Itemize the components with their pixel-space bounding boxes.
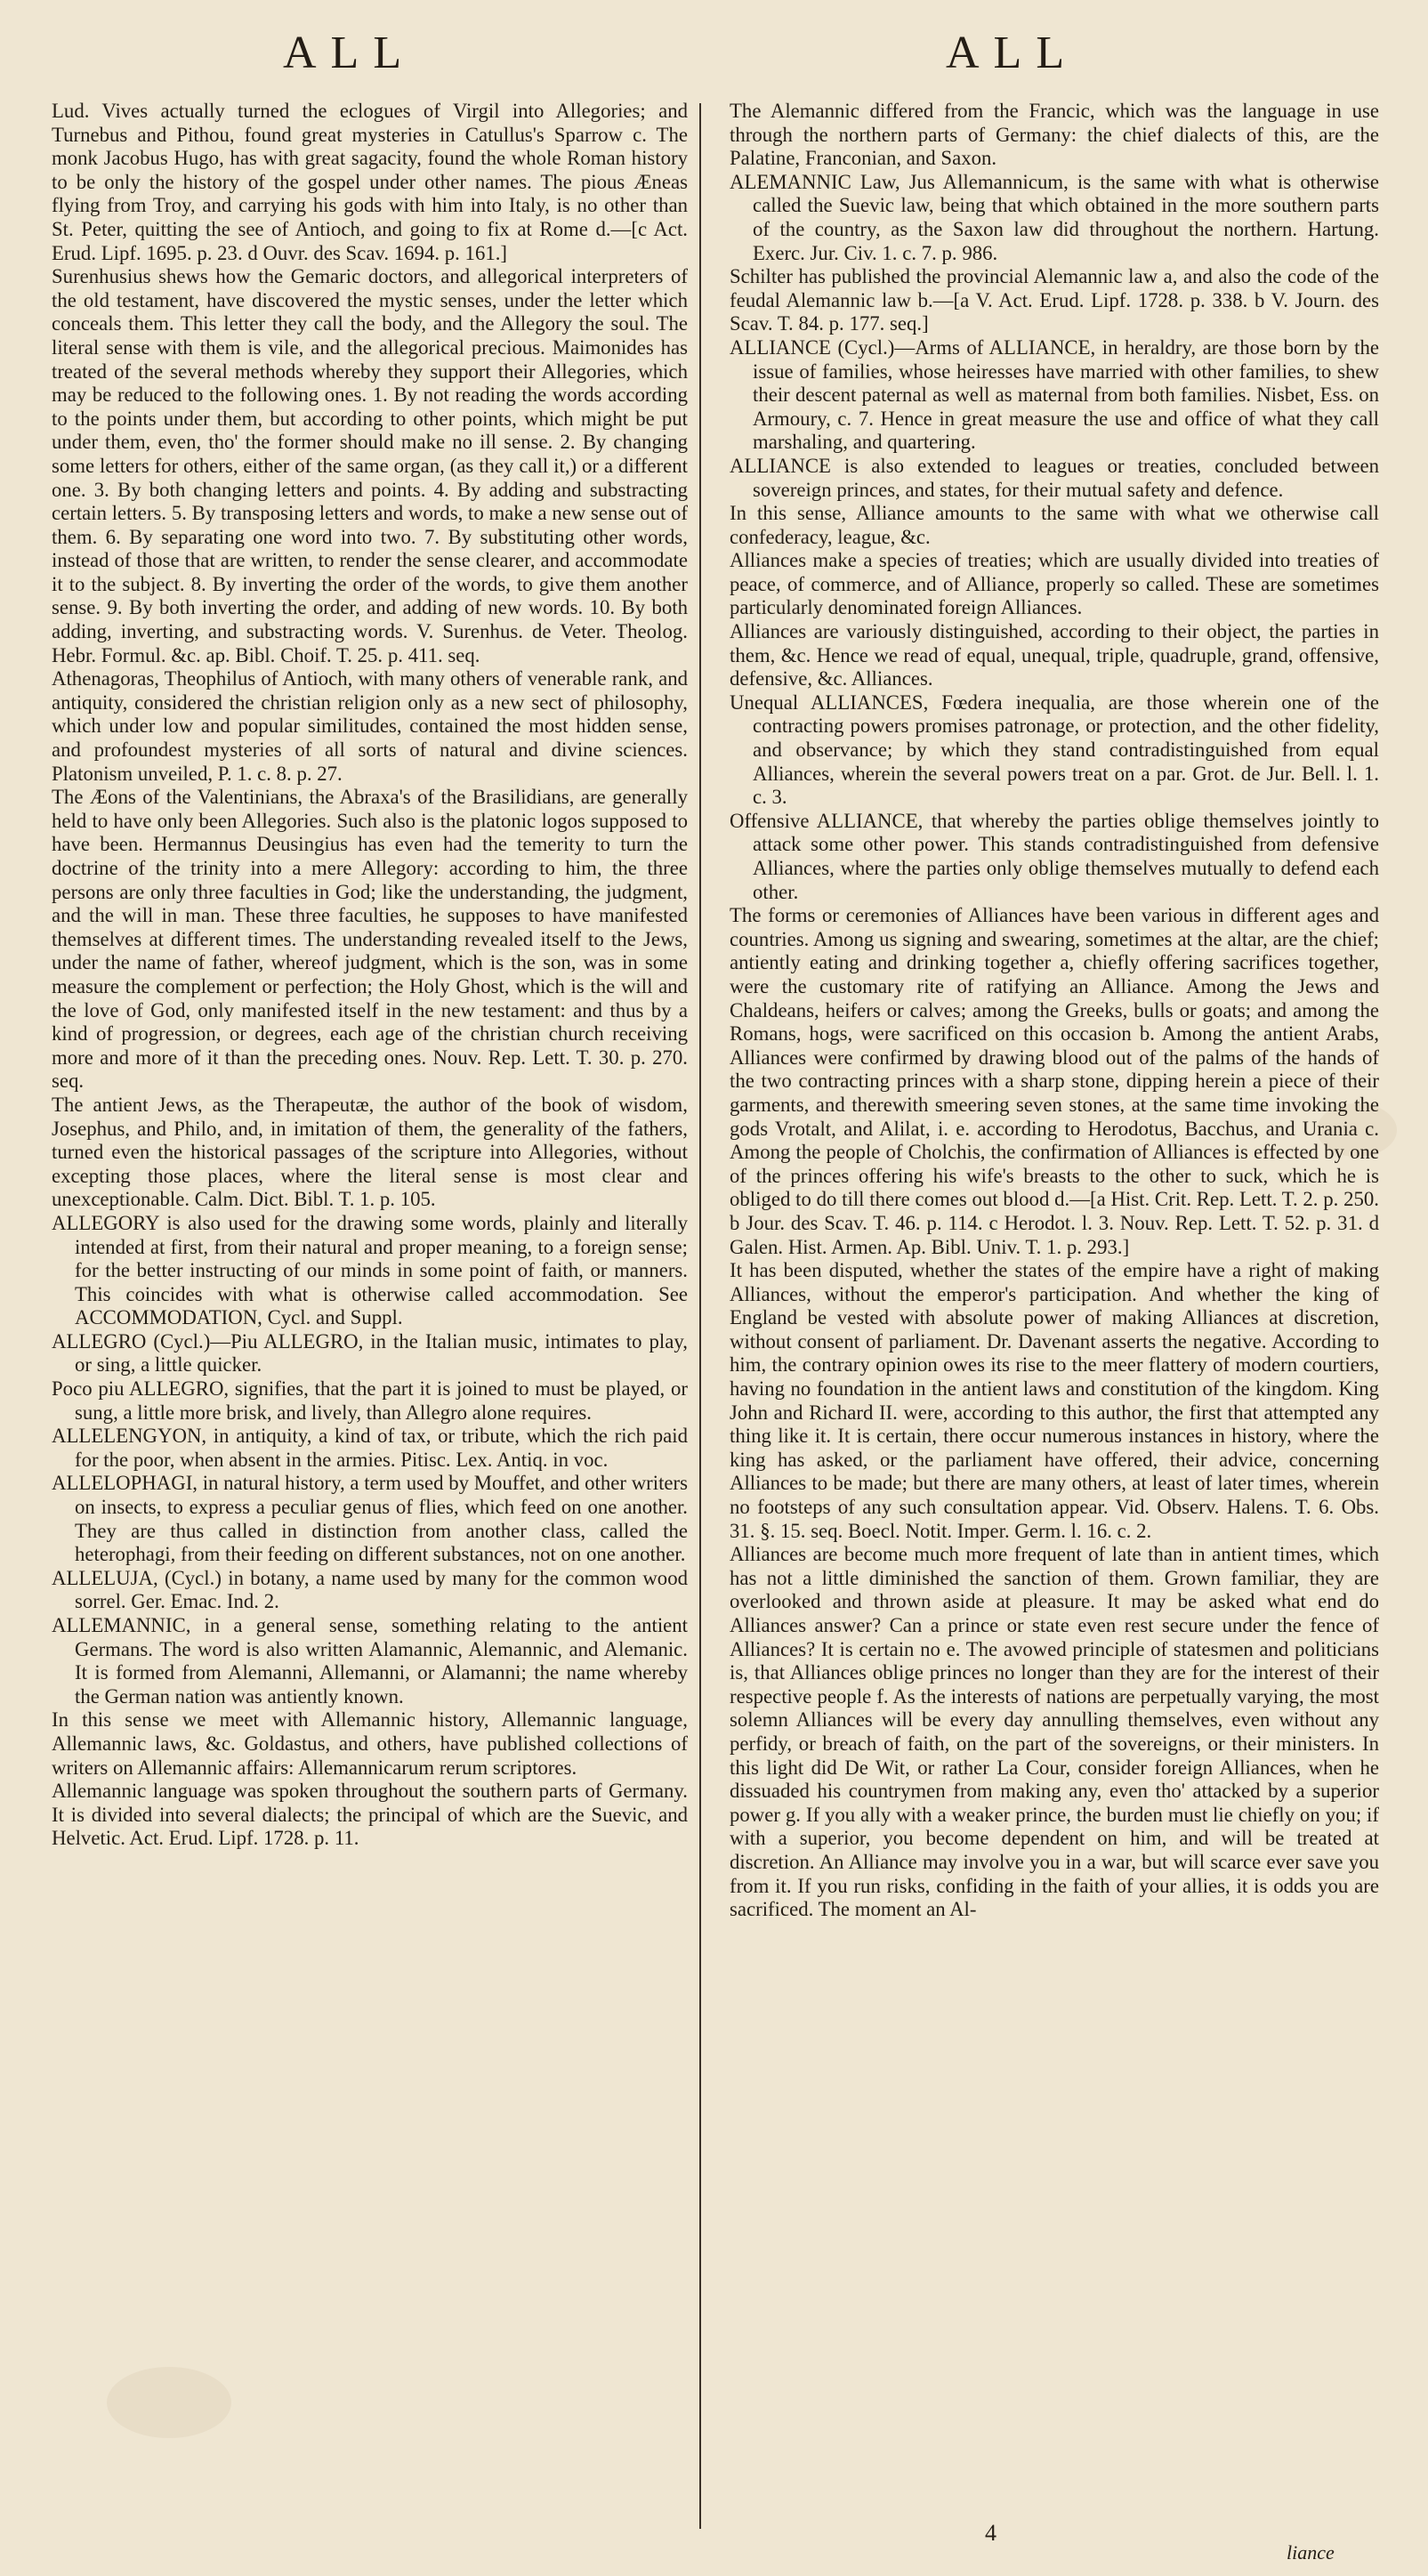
entry-paragraph: Poco piu ALLEGRO, signifies, that the part it is joined to must be played, or sung, a little more brisk, and lively, than Allegro alone requires. (52, 1377, 688, 1424)
paragraph: It has been disputed, whether the states of the empire have a right of making Alliances, without the emperor's participation. And whether the king of England be vested with absolute power of making Alliances at discretion, without consent of parliament. Dr. Davenant asserts the negative. According to him, the contrary opinion owes its rise to the meer flattery of modern courtiers, having no foundation in the antient laws and constitution of the kingdom. King John and Richard II. were, according to this author, the first that attempted any thing like it. It is certain, there occur numerous instances in history, where the king has asked, or the parliament have offered, their advice, concerning Alliances to be made; but there are many others, at least of later times, wherein no footsteps of any such consultation appear. Vid. Observ. Halens. T. 6. Obs. 31. §. 15. seq. Boecl. Notit. Imper. Germ. l. 16. c. 2. (730, 1259, 1379, 1542)
paragraph: In this sense we meet with Allemannic history, Allemannic language, Allemannic laws, &c. Goldastus, and others, have published collections of writers on Allemannic affairs: Allemannicarum rerum scriptores. (52, 1708, 688, 1779)
paragraph: In this sense, Alliance amounts to the same with what we otherwise call confederacy, league, &c. (730, 502, 1379, 548)
entry-paragraph: ALEMANNIC Law, Jus Allemannicum, is the same with what is otherwise called the Suevic law, being that which obtained in the more southern parts of the country, as the Saxon law did throughout the northern. Hartung. Exerc. Jur. Civ. 1. c. 7. p. 986. (730, 170, 1379, 264)
right-column (730, 100, 1379, 1922)
left-column (52, 100, 688, 1851)
entry-paragraph: Offensive ALLIANCE, that whereby the parties oblige themselves jointly to attack some other power. This stands contradistinguished from defensive Alliances, where the parties only oblige themselves mutually to defend each other. (730, 809, 1379, 903)
entry-paragraph: ALLELENGYON, in antiquity, a kind of tax, or tribute, which the rich paid for the poor, when absent in the armies. Pitisc. Lex. Antiq. in voc. (52, 1425, 688, 1471)
entry-paragraph: ALLEMANNIC, in a general sense, something relating to the antient Germans. The word is also written Alamannic, Alemannic, and Alemanic. It is formed from Alemanni, Allemanni, or Alamanni; the name whereby the German nation was antiently known. (52, 1614, 688, 1708)
entry-paragraph: ALLIANCE (Cycl.)—Arms of ALLIANCE, in heraldry, are those born by the issue of families, whose heiresses have married with other families, to shew their descent paternal as well as maternal from both families. Nisbet, Ess. on Armoury, c. 7. Hence in great measure the use and office of what they call marshaling, and quartering. (730, 335, 1379, 454)
paragraph: The antient Jews, as the Therapeutæ, the author of the book of wisdom, Josephus, and Philo, and, in imitation of them, the generality of the fathers, turned even the historical passages of the scripture into Allegories, without excepting those places, where the literal sense is most clear and unexceptionable. Calm. Dict. Bibl. T. 1. p. 105. (52, 1093, 688, 1211)
paragraph: The Æons of the Valentinians, the Abraxa's of the Brasilidians, are generally held to have only been Allegories. Such also is the platonic logos supposed to have been. Hermannus Deusingius has even had the temerity to turn the doctrine of the trinity into a mere Allegory: according to him, the three persons are only three faculties in God; like the understanding, the judgment, and the will in man. These three faculties, he supposes to have manifested themselves at different times. The understanding revealed itself to the Jews, under the name of father, whereof judgment, which is the son, was in some measure the complement or perfection; the Holy Ghost, which is the will and the love of God, only manifested itself in the new testament: and thus by a kind of progression, or degrees, each age of the christian church receiving more and more of it than the preceding ones. Nouv. Rep. Lett. T. 30. p. 270. seq. (52, 786, 688, 1093)
paragraph: Athenagoras, Theophilus of Antioch, with many others of venerable rank, and antiquity, considered the christian religion only as a new sect of philosophy, which under low and popular similitudes, contained the most hidden sense, and profoundest mysteries of all sorts of natural and divine sciences. Platonism unveiled, P. 1. c. 8. p. 27. (52, 667, 688, 785)
catchword: liance (1287, 2541, 1335, 2564)
paragraph: Lud. Vives actually turned the eclogues of Virgil into Allegories; and Turnebus and Pithou, found great mysteries in Catullus's Sparrow c. The monk Jacobus Hugo, has with great sagacity, found the whole Roman history to be only the history of the gospel under other names. The pious Æneas flying from Troy, and carrying his gods with him into Italy, is no other than St. Peter, quitting the see of Antioch, and going to fix at Rome d.—[c Act. Erud. Lipf. 1695. p. 23. d Ouvr. des Scav. 1694. p. 161.] (52, 100, 688, 264)
paragraph: Allemannic language was spoken throughout the southern parts of Germany. It is divided into several dialects; the principal of which are the Suevic, and Helvetic. Act. Erud. Lipf. 1728. p. 11. (52, 1780, 688, 1850)
running-head-left: ALL (283, 28, 416, 78)
paragraph: The forms or ceremonies of Alliances have been various in different ages and countries. Among us signing and swearing, sometimes at the altar, are the chief; antiently eating and drinking together a, chiefly offering sacrifices together, were the customary rite of ratifying an Alliance. Among the Jews and Chaldeans, heifers or calves; among the Greeks, bulls or goats; and among the Romans, hogs, were sacrificed on this occasion b. Among the antient Arabs, Alliances were confirmed by drawing blood out of the palms of the hands of the two contracting princes with a sharp stone, dipping herein a piece of their garments, and therewith smeering seven stones, at the same time invoking the gods Vrotalt, and Alilat, i. e. according to Herodotus, Bacchus, and Urania c. Among the people of Cholchis, the confirmation of Alliances is effected by one of the princes offering his wife's breasts to the other to suck, which he is obliged to do till there comes out blood d.—[a Hist. Crit. Rep. Lett. T. 2. p. 250. b Jour. des Scav. T. 46. p. 114. c Herodot. l. 3. Nouv. Rep. Lett. T. 52. p. 31. d Galen. Hist. Armen. Ap. Bibl. Univ. T. 1. p. 293.] (730, 904, 1379, 1258)
paragraph: The Alemannic differed from the Francic, which was the language in use through the northern parts of Germany: the chief dialects of this, are the Palatine, Franconian, and Saxon. (730, 100, 1379, 170)
entry-paragraph: ALLIANCE is also extended to leagues or treaties, concluded between sovereign princes, and states, for their mutual safety and defence. (730, 454, 1379, 501)
column-rule (699, 103, 701, 2529)
paragraph: Alliances are variously distinguished, according to their object, the parties in them, &c. Hence we read of equal, unequal, triple, quadruple, grand, offensive, defensive, &c. Alliances. (730, 620, 1379, 690)
page-number: 4 (985, 2520, 996, 2546)
entry-paragraph: Unequal ALLIANCES, Fœdera inequalia, are those wherein one of the contracting powers promises patronage, or protection, and the other fidelity, and observance; by which they stand contradistinguished from equal Alliances, wherein the several powers treat on a par. Grot. de Jur. Bell. l. 1. c. 3. (730, 690, 1379, 809)
entry-paragraph: ALLEGRO (Cycl.)—Piu ALLEGRO, in the Italian music, intimates to play, or sing, a little quicker. (52, 1329, 688, 1377)
paragraph: Schilter has published the provincial Alemannic law a, and also the code of the feudal Alemannic law b.—[a V. Act. Erud. Lipf. 1728. p. 338. b V. Journ. des Scav. T. 84. p. 177. seq.] (730, 265, 1379, 335)
entry-paragraph: ALLEGORY is also used for the drawing some words, plainly and literally intended at first, from their natural and proper meaning, to a foreign sense; for the better instructing of our minds in some point of faith, or manners. This coincides with what is otherwise called accommodation. See ACCOMMODATION, Cycl. and Suppl. (52, 1211, 688, 1329)
paragraph: Alliances make a species of treaties; which are usually divided into treaties of peace, of commerce, and of Alliance, properly so called. These are sometimes particularly denominated foreign Alliances. (730, 549, 1379, 619)
paper-stain (107, 2367, 231, 2438)
paragraph: Surenhusius shews how the Gemaric doctors, and allegorical interpreters of the old testament, have discovered the mystic senses, under the letter which conceals them. This letter they call the body, and the Allegory the soul. The literal sense with them is vile, and the allegorical precious. Maimonides has treated of the several methods whereby they support their Allegories, which may be reduced to the following ones. 1. By not reading the words according to the points under them, but according to other points, which might be put under them, even, tho' the former should make no ill sense. 2. By changing some letters for others, either of the same organ, (as they call it,) or a different one. 3. By both changing letters and points. 4. By adding and substracting certain letters. 5. By transposing letters and words, to make a new sense out of them. 6. By separating one word into two. 7. By substituting other words, instead of those that are written, to render the sense clearer, and accommodate it to the subject. 8. By inverting the order of the words, to give them another sense. 9. By both inverting the order, and adding of new words. 10. By both adding, inverting, and substracting words. V. Surenhus. de Veter. Theolog. Hebr. Formul. &c. ap. Bibl. Choif. T. 25. p. 411. seq. (52, 265, 688, 666)
paragraph: Alliances are become much more frequent of late than in antient times, which has not a little diminished the sanction of them. Grown familiar, they are overlooked and thrown aside at pleasure. It may be asked what end do Alliances answer? Can a prince or state even rest secure under the fence of Alliances? It is certain no e. The avowed principle of statesmen and politicians is, that Alliances oblige princes no longer than they are for the interest of their respective people f. As the interests of nations are perpetually varying, the most solemn Alliances will be every day annulling themselves, even without any perfidy, or breach of faith, on the part of the sovereigns, or their ministers. In this light did De Wit, or rather La Cour, consider foreign Alliances, when he dissuaded his countrymen from making any, even tho' attacked by a superior power g. If you ally with a weaker prince, the burden must lie chiefly on you; if with a superior, you become dependent on him, and will be treated at discretion. An Alliance may involve you in a war, but will scarce ever save you from it. If you run risks, confiding in the faith of your allies, it is odds you are sacrificed. The moment an Al- (730, 1543, 1379, 1921)
entry-paragraph: ALLELUJA, (Cycl.) in botany, a name used by many for the common wood sorrel. Ger. Emac. Ind. 2. (52, 1566, 688, 1613)
entry-paragraph: ALLELOPHAGI, in natural history, a term used by Mouffet, and other writers on insects, to express a peculiar genus of flies, which feed on one another. They are thus called in distinction from another class, called the heterophagi, from their feeding on different substances, not on one another. (52, 1472, 688, 1566)
running-head-right: ALL (946, 28, 1079, 78)
